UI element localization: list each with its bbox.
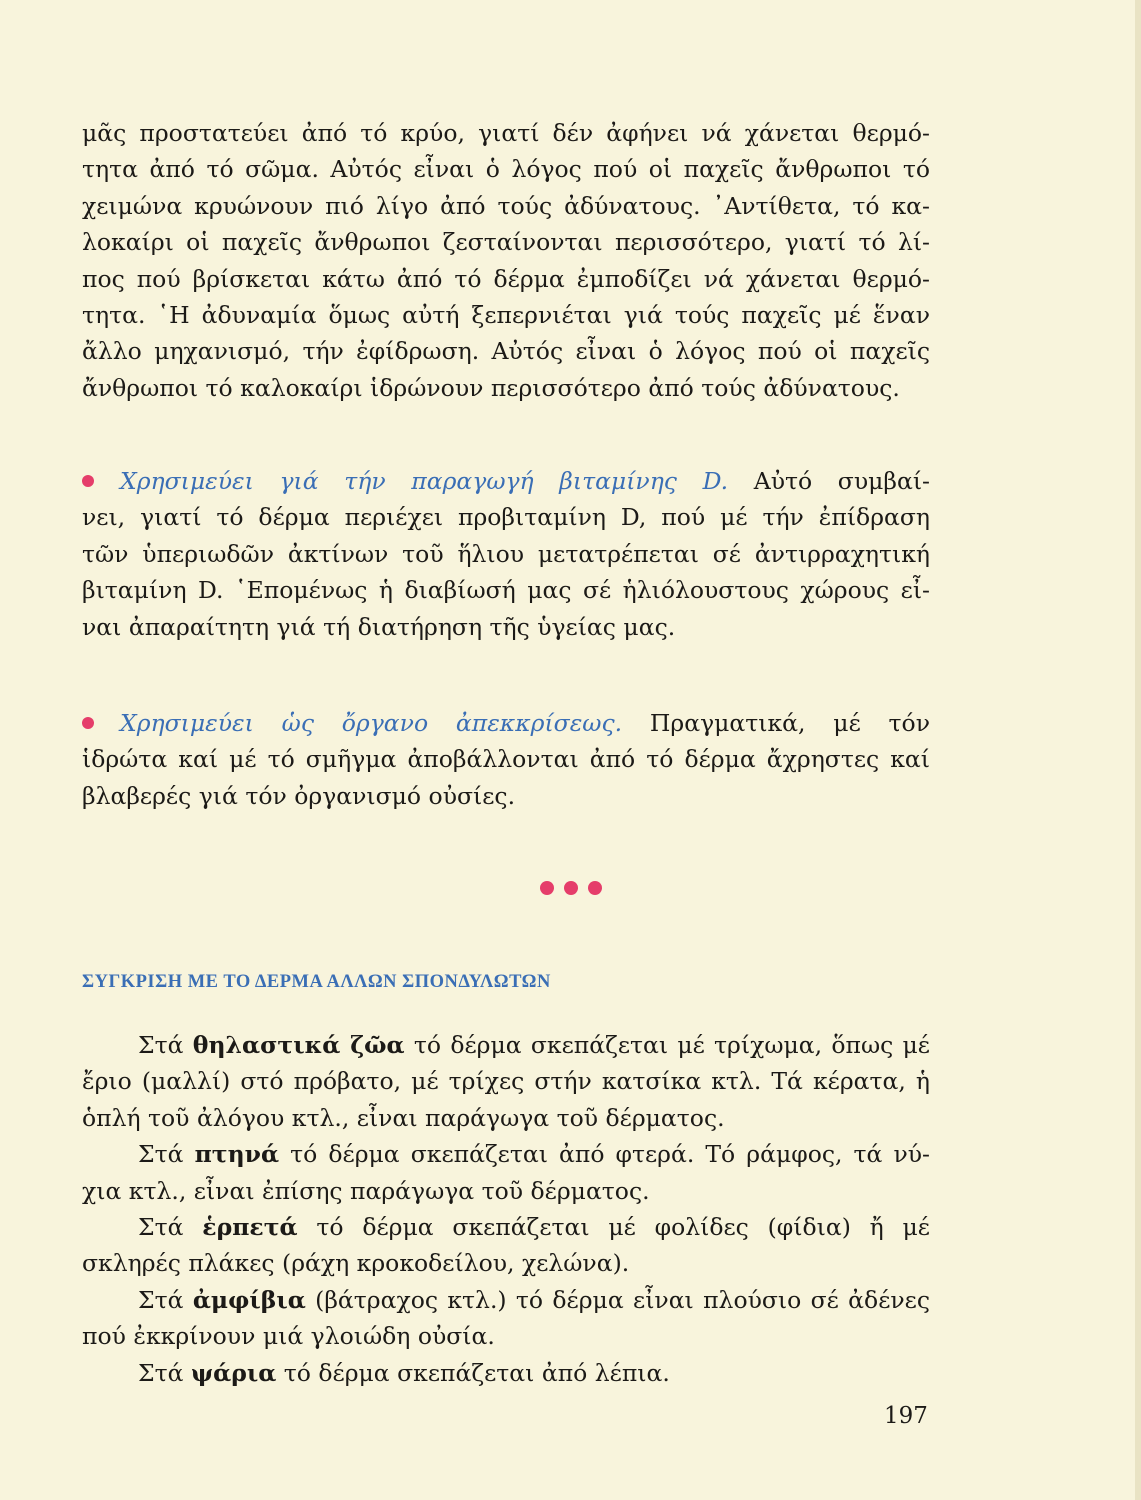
bold-term: ψάρια [190, 1358, 277, 1387]
bullet-dot-icon [82, 475, 94, 487]
page-edge [1135, 0, 1141, 1500]
text-line [82, 1136, 930, 1172]
text-fragment: Στά [138, 1031, 184, 1059]
separator-dot-icon [564, 881, 578, 895]
paragraph-vitamin-d [82, 463, 930, 645]
text-line [82, 1027, 930, 1063]
text-fragment: τό δέρμα σκεπάζεται μέ τρίχωμα, ὅπως μέ [413, 1031, 930, 1059]
text-fragment: Αὐτό συμβαί- [753, 467, 930, 495]
separator-dot-icon [540, 881, 554, 895]
text-line: βιταμίνη D. ῾Επομένως ἡ διαβίωσή μας σέ ἡλιόλουστους χώρους εἶ- [82, 576, 930, 605]
text-line [82, 463, 930, 499]
bold-term: πτηνά [194, 1140, 280, 1169]
paragraph-reptiles [82, 1209, 930, 1282]
text-line-last: χια κτλ., εἶναι ἐπίσης παράγωγα τοῦ δέρματος. [82, 1176, 650, 1205]
paragraph-fish [82, 1355, 930, 1391]
text-line: ἔριο (μαλλί) στό πρόβατο, μέ τρίχες στήν κατσίκα κτλ. Τά κέρατα, ἡ [82, 1067, 930, 1096]
text-fragment: τό δέρμα σκεπάζεται ἀπό λέπια. [283, 1358, 670, 1387]
text-line: τητα ἀπό τό σῶμα. Αὐτός εἶναι ὁ λόγος πού οἱ παχεῖς ἄνθρωποι τό [82, 155, 930, 184]
paragraph-mammals [82, 1027, 930, 1136]
text-line: τῶν ὑπεριωδῶν ἀκτίνων τοῦ ἥλιου μετατρέπεται σέ ἀντιρραχητική [82, 539, 930, 568]
page-number: 197 [884, 1403, 928, 1429]
text-line: χειμώνα κρυώνουν πιό λίγο ἀπό τούς ἀδύνατους. ᾿Αντίθετα, τό κα- [82, 191, 930, 220]
bold-term: ἀμφίβια [192, 1285, 306, 1314]
bullet-dot-icon [82, 717, 94, 729]
text-line: πος πού βρίσκεται κάτω ἀπό τό δέρμα ἐμποδίζει νά χάνεται θερμό- [82, 264, 930, 293]
text-fragment: τό δέρμα σκεπάζεται ἀπό φτερά. Τό ράμφος, τά νύ- [290, 1140, 930, 1169]
text-line-last: ὁπλή τοῦ ἀλόγου κτλ., εἶναι παράγωγα τοῦ δέρματος. [82, 1103, 725, 1132]
text-line: ἄλλο μηχανισμό, τήν ἐφίδρωση. Αὐτός εἶναι ὁ λόγος πού οἱ παχεῖς [82, 337, 930, 366]
paragraph-excretion [82, 705, 930, 814]
text-line: λοκαίρι οἱ παχεῖς ἄνθρωποι ζεσταίνονται περισσότερο, γιατί τό λί- [82, 228, 930, 257]
paragraph-birds [82, 1136, 930, 1209]
text-line-last: ναι ἀπαραίτητη γιά τή διατήρηση τῆς ὑγείας μας. [82, 612, 676, 641]
text-fragment: (βάτραχος κτλ.) τό δέρμα εἶναι πλούσιο σέ ἀδένες [315, 1285, 930, 1314]
text-line [82, 1209, 930, 1245]
section-separator [0, 880, 1141, 899]
text-fragment: Στά [138, 1358, 184, 1387]
paragraph-title: Χρησιμεύει γιά τήν παραγωγή βιταμίνης D. [120, 467, 729, 495]
paragraph-amphibians [82, 1282, 930, 1355]
text-line [82, 705, 930, 741]
text-line-last: πού ἐκκρίνουν μιά γλοιώδη οὐσία. [82, 1322, 495, 1351]
section-heading: ΣΥΓΚΡΙΣΗ ΜΕ ΤΟ ΔΕΡΜΑ ΑΛΛΩΝ ΣΠΟΝΔΥΛΩΤΩΝ [82, 972, 551, 992]
text-line-last: βλαβερές γιά τόν ὀργανισμό οὐσίες. [82, 781, 516, 810]
section-body [82, 1027, 930, 1391]
text-fragment: τό δέρμα σκεπάζεται μέ φολίδες (φίδια) ἤ μέ [316, 1213, 930, 1242]
text-line: μᾶς προστατεύει ἀπό τό κρύο, γιατί δέν ἀφήνει νά χάνεται θερμό- [82, 119, 930, 147]
text-line-last: σκληρές πλάκες (ράχη κροκοδείλου, χελώνα). [82, 1249, 630, 1278]
paragraph-title: Χρησιμεύει ὡς ὄργανο ἀπεκκρίσεως. [120, 709, 623, 737]
bold-term: θηλαστικά ζῶα [192, 1031, 405, 1059]
text-fragment: Στά [138, 1213, 184, 1242]
separator-dot-icon [588, 881, 602, 895]
text-fragment: Στά [138, 1140, 184, 1169]
text-line: τητα. ῾Η ἀδυναμία ὅμως αὐτή ξεπερνιέται γιά τούς παχεῖς μέ ἕναν [82, 301, 930, 330]
text-fragment: Πραγματικά, μέ τόν [649, 709, 930, 737]
text-line-last: ἄνθρωποι τό καλοκαίρι ἱδρώνουν περισσότερο ἀπό τούς ἀδύνατους. [82, 373, 900, 402]
paragraph-insulation [82, 115, 930, 406]
text-fragment: Στά [138, 1285, 184, 1314]
text-line: ἱδρώτα καί μέ τό σμῆγμα ἀποβάλλονται ἀπό τό δέρμα ἄχρηστες καί [82, 745, 930, 774]
text-line: νει, γιατί τό δέρμα περιέχει προβιταμίνη D, πού μέ τήν ἐπίδραση [82, 503, 930, 532]
bold-term: ἑρπετά [202, 1213, 298, 1242]
text-line [82, 1282, 930, 1318]
